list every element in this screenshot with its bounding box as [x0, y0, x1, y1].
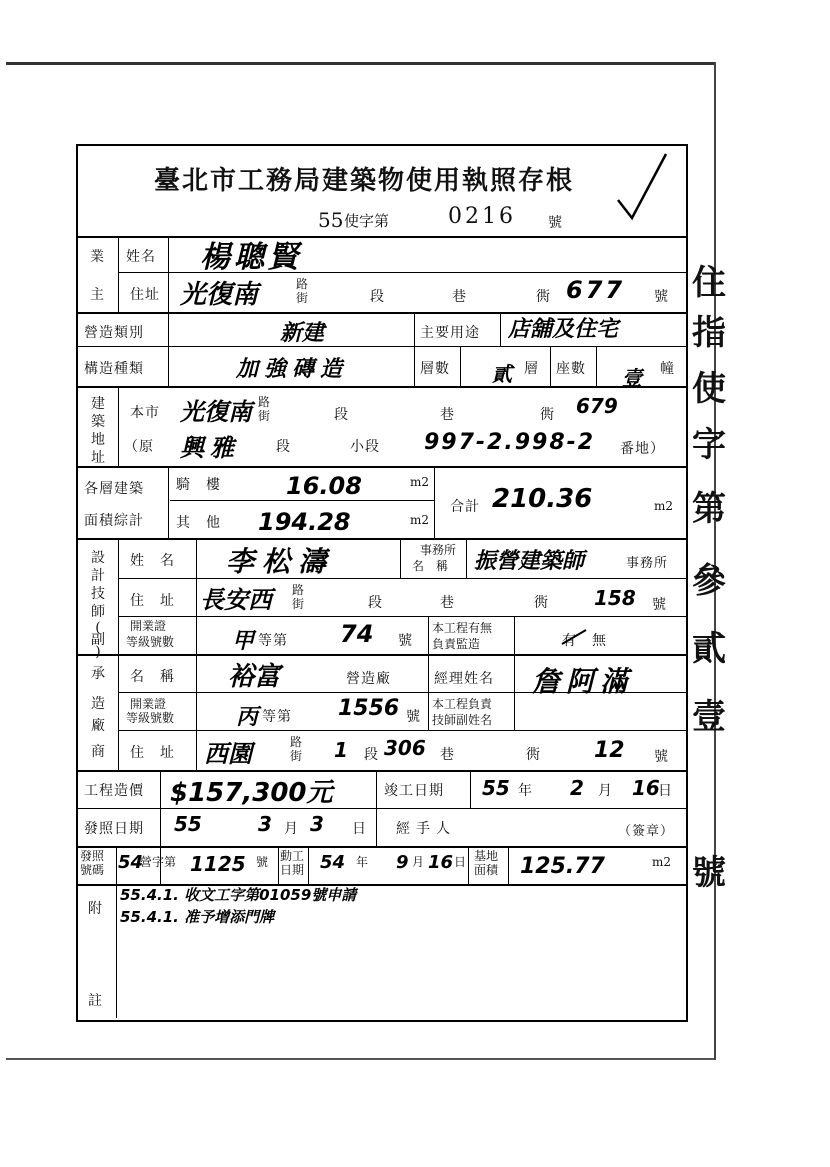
row-line: [76, 770, 686, 772]
cost-value: $157,300元: [170, 778, 333, 808]
arcade-value: 16.08: [286, 472, 362, 500]
row-line: [76, 846, 686, 848]
col-line: [414, 312, 415, 386]
start-day-label: 日: [454, 855, 467, 869]
owner-section-suffix: 段: [370, 289, 385, 305]
start-year-label: 年: [356, 855, 369, 869]
arcade-label: 騎 樓: [176, 477, 221, 493]
start-year: 54: [320, 852, 346, 873]
row-line: [118, 730, 686, 731]
designer-license-mid: 等第: [258, 633, 288, 649]
designer-lane-suffix: 巷: [440, 595, 455, 611]
floors-unit: 層: [524, 361, 539, 377]
designer-vertical-label-0: 設: [91, 550, 105, 566]
issue-day-label: 日: [352, 821, 367, 837]
supervise-label-b: 負責監造: [432, 637, 481, 651]
main-use-label: 主要用途: [420, 325, 480, 341]
supervise-label-a: 本工程有無: [432, 621, 493, 635]
site-original-label: （原: [124, 439, 154, 455]
col-line: [514, 616, 515, 654]
row-line: [170, 500, 434, 501]
site-area-unit: m2: [652, 855, 672, 869]
site-lane-suffix: 巷: [440, 407, 455, 423]
row-line: [76, 654, 686, 656]
row-line: [76, 386, 686, 388]
contractor-name-suffix: 營造廠: [346, 671, 391, 687]
site-city-label: 本市: [130, 405, 160, 421]
completion-month: 2: [570, 776, 584, 800]
designer-road-label-a: 路: [292, 583, 305, 597]
designer-vertical-label-5: 副: [91, 632, 105, 648]
designer-license-suffix: 號: [398, 633, 413, 649]
site-lot-suffix: 番地）: [620, 441, 665, 457]
designer-section-suffix: 段: [368, 595, 383, 611]
margin-char-3: 字: [692, 425, 726, 465]
contractor-road-label-a: 路: [290, 735, 303, 749]
col-line: [514, 654, 515, 730]
designer-vertical-label-6: ): [95, 644, 101, 660]
designer-license-number: 74: [340, 620, 374, 648]
contractor-address-road: 西園: [204, 740, 252, 768]
designer-address-label: 住 址: [130, 593, 175, 609]
col-line: [118, 386, 119, 466]
row-line: [118, 578, 686, 579]
buildings-label: 座數: [556, 361, 586, 377]
permit-year: 55: [318, 208, 344, 232]
office-suffix: 事務所: [626, 556, 669, 571]
designer-address-number: 158: [594, 586, 636, 610]
buildings-value: 壹: [622, 366, 642, 390]
row-line: [76, 808, 686, 809]
col-line: [434, 466, 435, 538]
col-line: [168, 236, 169, 312]
site-section-label: 段: [276, 439, 291, 455]
row-line: [76, 538, 686, 540]
site-vertical-label-2: 地: [91, 432, 105, 448]
col-line: [508, 846, 509, 884]
category-label: 營造類別: [84, 325, 144, 341]
completion-month-label: 月: [598, 783, 613, 799]
supervise-options: 有 無: [562, 633, 607, 649]
col-line: [308, 846, 309, 884]
scan-bottom-edge: [6, 1058, 716, 1060]
ref-year: 54: [118, 852, 144, 873]
site-number: 679: [576, 394, 618, 418]
owner-section-label-b: 主: [90, 287, 105, 303]
office-label-a: 事務所: [420, 543, 457, 557]
col-line: [596, 346, 597, 386]
sign-label: （簽章）: [618, 824, 675, 839]
structure-value: 加強磚造: [236, 357, 349, 382]
col-line: [376, 770, 377, 846]
site-vertical-label-0: 建: [91, 396, 105, 412]
notes-label-bottom: 註: [88, 993, 103, 1009]
col-line: [196, 538, 197, 770]
contractor-license-suffix: 號: [406, 709, 421, 725]
issue-month: 3: [258, 812, 272, 836]
issue-month-label: 月: [284, 821, 299, 837]
start-day: 16: [428, 852, 454, 873]
contractor-section-number: 1: [334, 738, 348, 762]
margin-char-2: 使: [692, 369, 726, 409]
ref-number: 1125: [190, 852, 246, 876]
contractor-name: 裕富: [228, 662, 281, 692]
contractor-section-suffix: 段: [364, 747, 379, 763]
notes-label-top: 附: [88, 901, 103, 917]
designer-vertical-label-2: 技: [91, 586, 105, 602]
contractor-address-label: 住 址: [130, 745, 175, 761]
designer-address-road: 長安西: [200, 586, 272, 614]
owner-number-suffix: 號: [654, 289, 669, 305]
owner-lane-suffix: 巷: [452, 289, 467, 305]
issue-year: 55: [174, 812, 202, 836]
permit-number: 0216: [448, 204, 516, 229]
completion-day: 16: [632, 776, 660, 800]
col-line: [116, 846, 117, 884]
site-vertical-label-3: 址: [91, 450, 105, 466]
col-line: [118, 538, 119, 770]
contractor-vertical-label-3: 商: [91, 744, 105, 760]
site-area-label-b: 面積: [474, 863, 499, 877]
owner-road-label-b: 街: [296, 291, 309, 305]
owner-name: 楊聰賢: [200, 240, 302, 275]
site-area-label-a: 基地: [474, 849, 499, 863]
permit-char: 使字第: [344, 212, 390, 230]
scan-top-edge: [6, 62, 716, 65]
start-month: 9: [396, 852, 409, 873]
buildings-unit: 幢: [660, 361, 675, 377]
margin-char-7: 壹: [692, 697, 726, 737]
designer-vertical-label-1: 計: [91, 568, 105, 584]
contractor-vertical-label-0: 承: [91, 666, 105, 682]
col-line: [428, 654, 429, 730]
site-vertical-label-1: 築: [91, 414, 105, 430]
page-title: 臺北市工務局建築物使用執照存根: [154, 166, 575, 196]
manager-label: 經理姓名: [434, 671, 494, 687]
owner-road-label-a: 路: [296, 277, 309, 291]
site-subsection-label: 小段: [350, 439, 380, 455]
contractor-license-grade: 丙: [236, 705, 259, 730]
designer-license-label-a: 開業證: [130, 619, 167, 633]
contractor-lane-number: 306: [384, 736, 426, 760]
site-section-suffix: 段: [334, 407, 349, 423]
contractor-name-label: 名 稱: [130, 669, 175, 685]
start-label-a: 動工: [280, 849, 305, 863]
completion-year-label: 年: [518, 783, 533, 799]
contractor-address-number: 12: [594, 738, 625, 763]
completion-label: 竣工日期: [384, 783, 444, 799]
floors-label: 層數: [420, 361, 450, 377]
col-line: [118, 236, 119, 312]
contractor-number-suffix: 號: [654, 749, 669, 765]
designer-license-grade: 甲: [232, 629, 255, 654]
col-line: [466, 538, 467, 578]
col-line: [468, 846, 469, 884]
col-line: [116, 884, 117, 1018]
other-label: 其 他: [176, 515, 221, 531]
col-line: [428, 616, 429, 654]
other-value: 194.28: [258, 508, 351, 536]
owner-name-label: 姓名: [126, 249, 156, 265]
site-road-label-b: 街: [258, 409, 271, 423]
notes-line-1: 55.4.1. 收文工字第01059號申請: [120, 886, 357, 904]
margin-char-1: 指: [692, 313, 726, 353]
col-line: [168, 312, 169, 386]
handler-label: 經手人: [396, 821, 456, 837]
contractor-license-label-b: 等級號數: [126, 711, 175, 725]
designer-road-label-b: 街: [292, 597, 305, 611]
owner-address-number: 677: [566, 276, 626, 304]
completion-year: 55: [482, 776, 510, 800]
ref-suffix: 號: [256, 855, 269, 869]
cost-label: 工程造價: [84, 783, 144, 799]
supervise-strike-icon: [560, 624, 590, 648]
margin-char-6: 貳: [692, 629, 726, 669]
manager-name: 詹阿滿: [532, 665, 635, 698]
notes-line-2: 55.4.1. 准予增添門牌: [120, 908, 275, 926]
designer-vertical-label-3: 師: [91, 604, 105, 620]
margin-char-8: 號: [692, 853, 726, 893]
contractor-alley-suffix: 衖: [526, 747, 541, 763]
start-label-b: 日期: [280, 863, 305, 877]
col-line: [460, 346, 461, 386]
owner-alley-suffix: 衖: [536, 289, 551, 305]
col-line: [550, 346, 551, 386]
contractor-lane-suffix: 巷: [440, 747, 455, 763]
arcade-unit: m2: [410, 475, 430, 489]
row-line: [118, 616, 686, 617]
owner-section-label-a: 業: [90, 249, 105, 265]
contractor-license-mid: 等第: [262, 709, 292, 725]
designer-name: 李松濤: [226, 545, 335, 578]
tech-label-a: 本工程負責: [432, 697, 493, 711]
ref-label-a: 發照: [80, 849, 105, 863]
col-line: [400, 538, 401, 578]
total-label: 合計: [450, 499, 480, 515]
site-lot-numbers: 997-2.998-2: [424, 430, 596, 455]
area-label-top: 各層建築: [84, 481, 144, 497]
tech-label-b: 技師副姓名: [432, 713, 493, 727]
other-unit: m2: [410, 513, 430, 527]
contractor-license-label-a: 開業證: [130, 697, 167, 711]
office-label-b: 名 稱: [412, 559, 449, 573]
ref-label-b: 號碼: [80, 863, 105, 877]
issue-label: 發照日期: [84, 821, 144, 837]
margin-char-4: 第: [692, 489, 726, 529]
floors-value: 貳: [492, 362, 512, 386]
designer-alley-suffix: 衖: [534, 595, 549, 611]
issue-day: 3: [310, 812, 324, 836]
owner-address-road: 光復南: [180, 280, 259, 310]
contractor-vertical-label-1: 造: [91, 696, 105, 712]
designer-license-label-b: 等級號數: [126, 635, 175, 649]
margin-char-5: 參: [692, 561, 726, 601]
ref-char: 營字第: [140, 855, 177, 869]
office-name: 振營建築師: [474, 549, 585, 574]
completion-day-label: 日: [658, 783, 673, 799]
site-alley-suffix: 衖: [540, 407, 555, 423]
contractor-license-number: 1556: [338, 696, 400, 721]
contractor-vertical-label-2: 廠: [91, 718, 105, 734]
site-area-value: 125.77: [520, 854, 605, 879]
contractor-road-label-b: 街: [290, 749, 303, 763]
main-use-value: 店舖及住宅: [508, 317, 619, 342]
col-line: [168, 466, 169, 538]
start-month-label: 月: [412, 855, 425, 869]
structure-label: 構造種類: [84, 361, 144, 377]
designer-name-label: 姓 名: [130, 553, 175, 569]
area-label-bottom: 面積綜計: [84, 513, 144, 529]
designer-number-suffix: 號: [652, 597, 667, 613]
check-mark-icon: [610, 150, 670, 230]
site-road: 光復南: [180, 398, 252, 426]
category-value: 新建: [280, 321, 325, 346]
owner-address-label: 住址: [130, 287, 160, 303]
col-line: [278, 846, 279, 884]
site-road-label-a: 路: [258, 395, 271, 409]
site-original-section: 興雅: [180, 434, 240, 462]
permit-number-suffix: 號: [548, 215, 562, 231]
margin-char-0: 住: [692, 263, 726, 303]
designer-vertical-label-4: (: [95, 620, 101, 636]
col-line: [500, 312, 501, 346]
total-unit: m2: [654, 499, 674, 513]
col-line: [470, 770, 471, 808]
total-value: 210.36: [492, 484, 593, 514]
